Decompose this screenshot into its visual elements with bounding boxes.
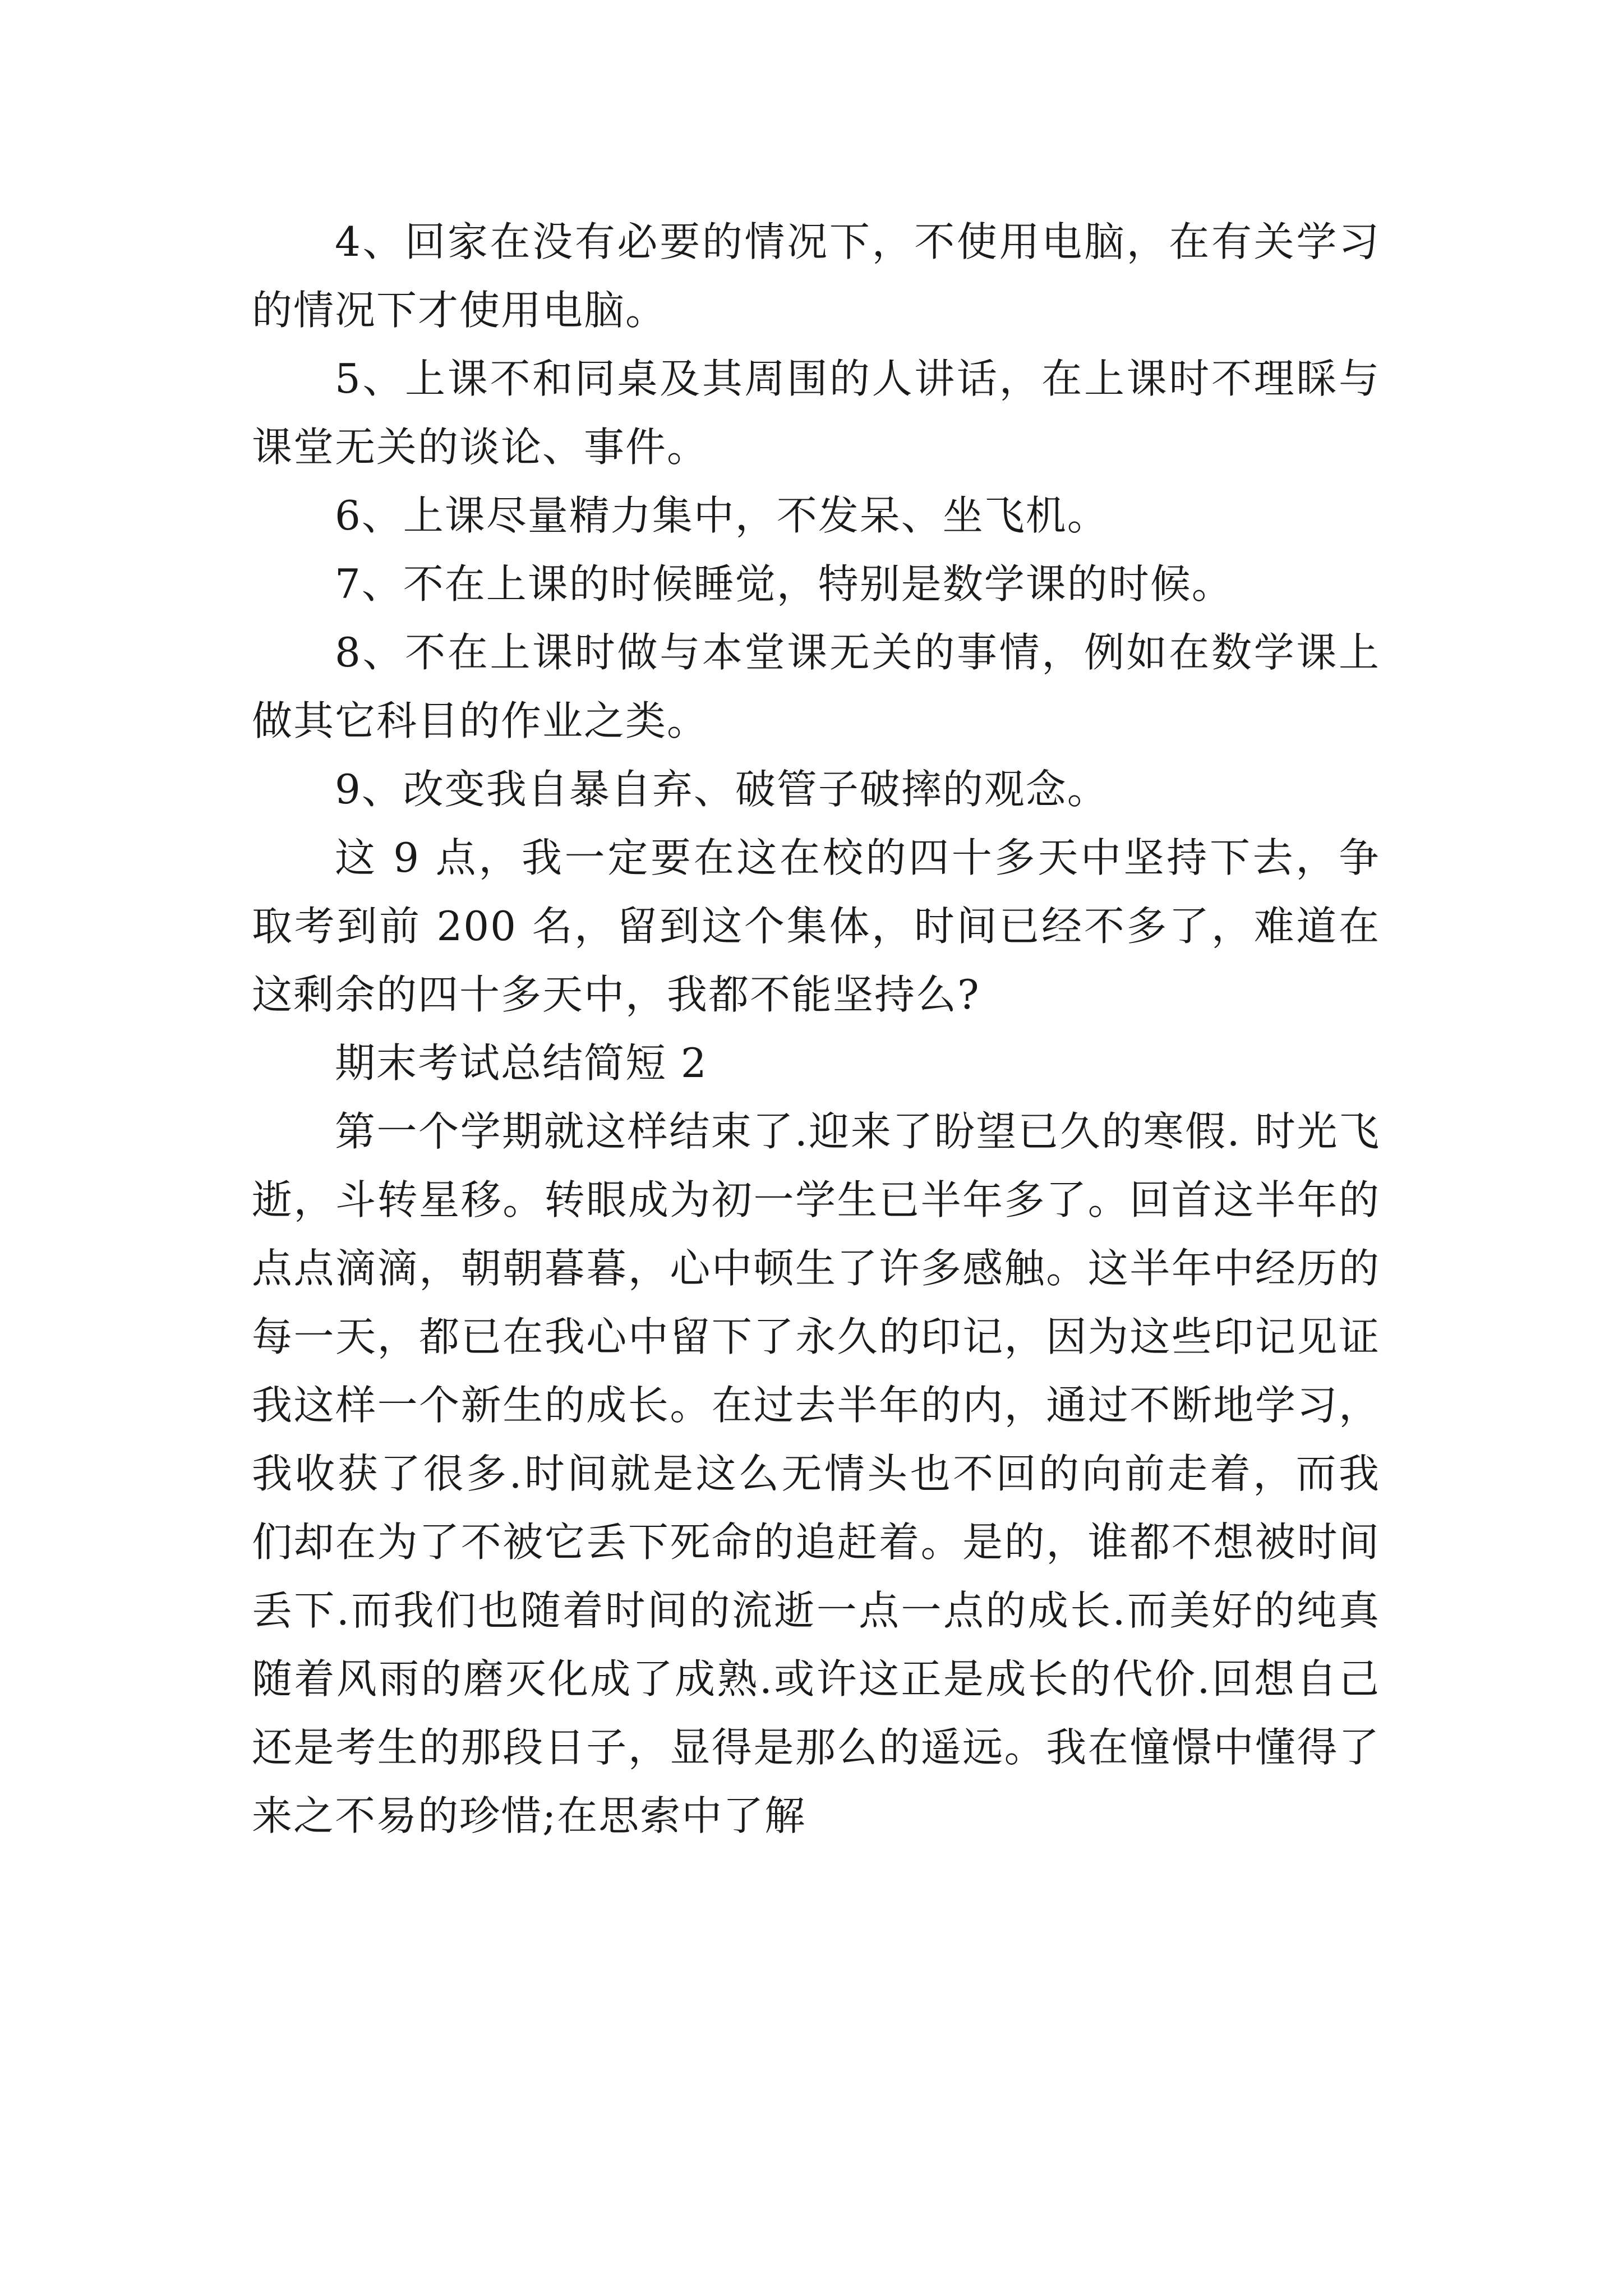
paragraph-item-9: 9、改变我自暴自弃、破管子破摔的观念。 bbox=[335, 766, 1109, 813]
paragraph-item-5: 5、上课不和同桌及其周围的人讲话，在上课时不理睬与课堂无关的谈论、事件。 bbox=[252, 355, 1380, 471]
paragraph-item-4: 4、回家在没有必要的情况下，不使用电脑，在有关学习的情况下才使用电脑。 bbox=[252, 218, 1380, 334]
paragraph-item-7: 7、不在上课的时候睡觉，特别是数学课的时候。 bbox=[335, 560, 1233, 608]
section-heading: 期末考试总结简短 2 bbox=[335, 1039, 708, 1087]
paragraph-item-8: 8、不在上课时做与本堂课无关的事情，例如在数学课上做其它科目的作业之类。 bbox=[252, 629, 1380, 744]
document-body bbox=[252, 208, 1380, 1850]
paragraph-summary: 这 9 点，我一定要在这在校的四十多天中坚持下去，争取考到前 200 名，留到这个集体，时间已经不多了，难道在这剩余的四十多天中，我都不能坚持么? bbox=[252, 834, 1380, 1018]
paragraph-item-6: 6、上课尽量精力集中，不发呆、坐飞机。 bbox=[335, 492, 1109, 539]
paragraph-body: 第一个学期就这样结束了.迎来了盼望已久的寒假. 时光飞逝，斗转星移。转眼成为初一学生已半年多了。回首这半年的点点滴滴，朝朝暮暮，心中顿生了许多感触。这半年中经历的每一天，都已在我心中留下了永久的印记，因为这些印记见证我这样一个新生的成长。在过去半年的内，通过不断地学习，我收获了很多.时间就是这么无情头也不回的向前走着，而我们却在为了不被它丢下死命的追赶着。是的，谁都不想被时间丢下.而我们也随着时间的流逝一点一点的成长.而美好的纯真随着风雨的磨灭化成了成熟.或许这正是成长的代价.回想自己还是考生的那段日子，显得是那么的遥远。我在憧憬中懂得了来之不易的珍惜;在思索中了解 bbox=[252, 1108, 1380, 1839]
